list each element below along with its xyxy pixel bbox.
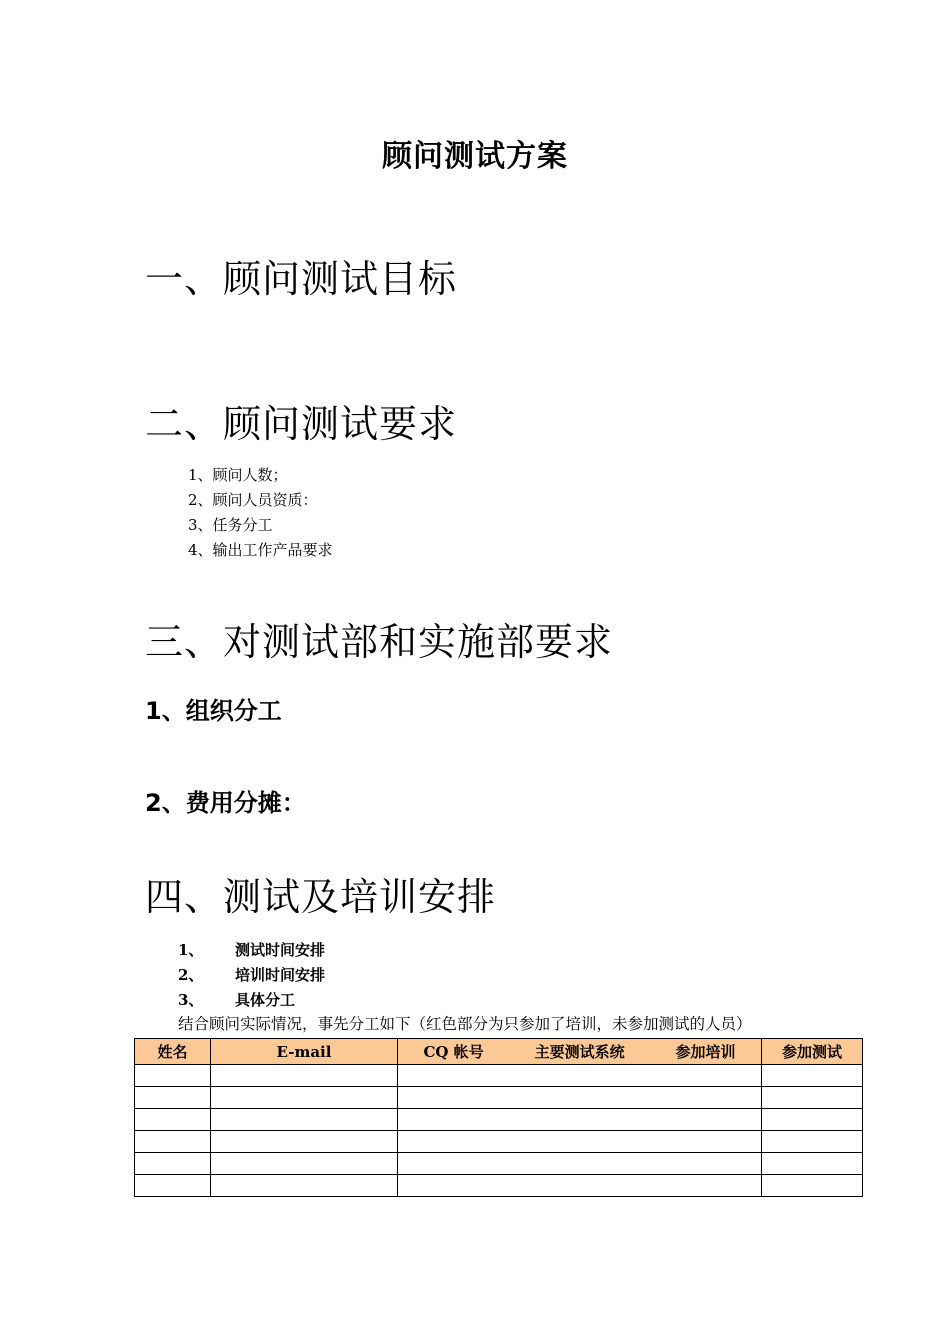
table-cell[interactable] bbox=[211, 1175, 398, 1197]
document-title: 顾问测试方案 bbox=[382, 139, 568, 174]
section-4-heading: 四、测试及培训安排 bbox=[145, 875, 497, 919]
table-cell[interactable] bbox=[211, 1065, 398, 1087]
table-body bbox=[135, 1065, 863, 1197]
list-item: 2、顾问人员资质： bbox=[188, 491, 318, 509]
table-cell[interactable] bbox=[762, 1175, 863, 1197]
table-cell[interactable] bbox=[398, 1131, 762, 1153]
table-row bbox=[135, 1175, 863, 1197]
list-item bbox=[178, 938, 325, 963]
table-cell[interactable] bbox=[762, 1087, 863, 1109]
table-row bbox=[135, 1109, 863, 1131]
table-header-row bbox=[135, 1039, 863, 1065]
table-cell[interactable] bbox=[211, 1131, 398, 1153]
list-item-number: 2、 bbox=[178, 966, 204, 984]
list-item-number: 1、 bbox=[178, 941, 204, 959]
table-row bbox=[135, 1087, 863, 1109]
table-cell[interactable] bbox=[135, 1087, 211, 1109]
table-row bbox=[135, 1065, 863, 1087]
header-email: E-mail bbox=[211, 1039, 398, 1065]
table-cell[interactable] bbox=[398, 1087, 762, 1109]
header-cq-account: CQ 帐号 bbox=[423, 1043, 484, 1061]
requirements-list bbox=[188, 463, 333, 563]
schedule-list bbox=[178, 938, 325, 1013]
table-cell[interactable] bbox=[398, 1065, 762, 1087]
table-cell[interactable] bbox=[398, 1175, 762, 1197]
section-2-heading: 二、顾问测试要求 bbox=[145, 402, 458, 446]
subsection-cost-sharing: 2、费用分摊： bbox=[145, 789, 306, 817]
assignment-note: 结合顾问实际情况，事先分工如下（红色部分为只参加了培训，未参加测试的人员） bbox=[178, 1015, 752, 1033]
list-item bbox=[178, 963, 325, 988]
table-cell[interactable] bbox=[135, 1109, 211, 1131]
list-item-number: 3、 bbox=[178, 991, 204, 1009]
list-item: 3、任务分工 bbox=[188, 516, 273, 534]
header-test: 参加测试 bbox=[762, 1039, 863, 1065]
table-cell[interactable] bbox=[135, 1175, 211, 1197]
table-cell[interactable] bbox=[211, 1109, 398, 1131]
header-main-system: 主要测试系统 bbox=[534, 1043, 625, 1061]
table-row bbox=[135, 1153, 863, 1175]
list-item-text: 测试时间安排 bbox=[235, 941, 326, 959]
table-cell[interactable] bbox=[211, 1087, 398, 1109]
list-item-text: 具体分工 bbox=[235, 991, 296, 1009]
list-item-text: 培训时间安排 bbox=[235, 966, 326, 984]
table-cell[interactable] bbox=[398, 1153, 762, 1175]
subsection-organization: 1、组织分工 bbox=[145, 697, 282, 725]
table-cell[interactable] bbox=[762, 1153, 863, 1175]
table-cell[interactable] bbox=[762, 1131, 863, 1153]
table-cell[interactable] bbox=[762, 1065, 863, 1087]
list-item bbox=[178, 988, 325, 1013]
section-1-heading: 一、顾问测试目标 bbox=[145, 257, 458, 301]
table-cell[interactable] bbox=[135, 1065, 211, 1087]
table-cell[interactable] bbox=[762, 1109, 863, 1131]
table-cell[interactable] bbox=[135, 1153, 211, 1175]
table-cell[interactable] bbox=[135, 1131, 211, 1153]
table-row bbox=[135, 1131, 863, 1153]
assignment-table bbox=[134, 1038, 863, 1197]
header-training: 参加培训 bbox=[675, 1043, 736, 1061]
list-item: 1、顾问人数； bbox=[188, 466, 288, 484]
list-item: 4、输出工作产品要求 bbox=[188, 541, 333, 559]
header-name: 姓名 bbox=[135, 1039, 211, 1065]
header-cq-system-training bbox=[398, 1039, 762, 1065]
section-3-heading: 三、对测试部和实施部要求 bbox=[145, 620, 614, 664]
table-cell[interactable] bbox=[211, 1153, 398, 1175]
table-cell[interactable] bbox=[398, 1109, 762, 1131]
